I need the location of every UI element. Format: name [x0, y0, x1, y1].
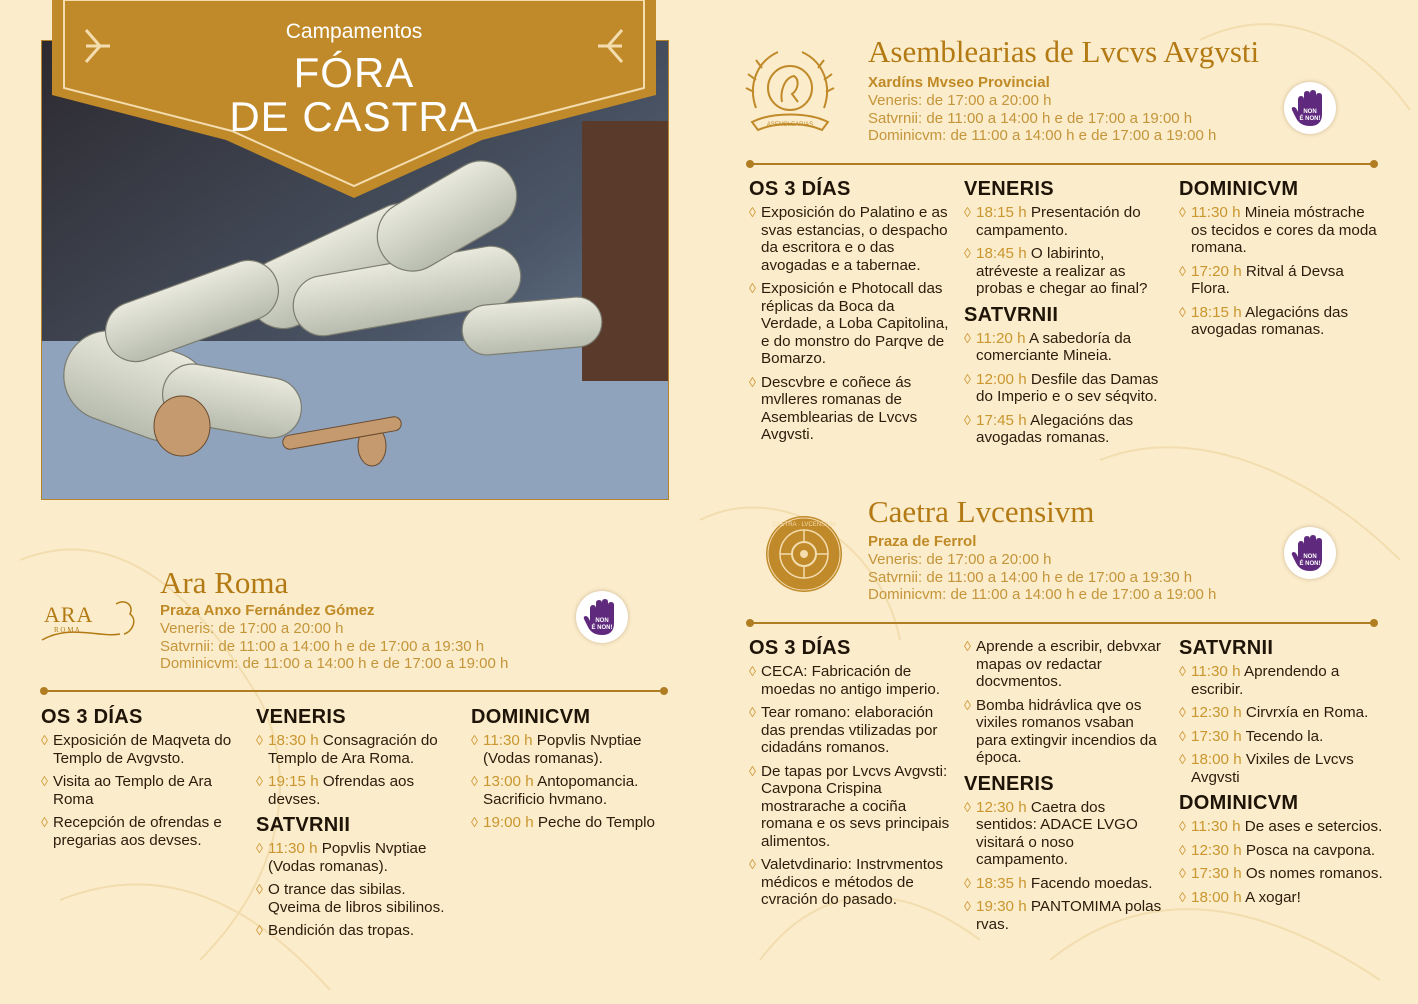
ara-col-os3dias	[41, 706, 241, 855]
item-text: Antopomancia. Sacrificio hvmano.	[483, 773, 639, 808]
item-text: Presentación do campamento.	[976, 204, 1141, 239]
item-text: Cirvrxía en Roma.	[1245, 704, 1369, 721]
badge-text: É NON!	[1299, 561, 1321, 567]
column-heading: DOMINICVM	[1179, 792, 1299, 814]
item-time: 13:00 h	[483, 773, 534, 790]
column-heading: OS 3 DÍAS	[41, 706, 143, 728]
list-item	[256, 773, 461, 808]
list-item	[256, 840, 461, 875]
list-item: ◊ Aprende a escribir, debvxar mapas ov redactar docvmentos.	[964, 638, 1164, 691]
asemblearias-schedule	[868, 92, 1216, 145]
item-text: Aprendendo a escribir.	[1191, 663, 1340, 698]
item-text: Ritval á Devsa Flora.	[1191, 262, 1344, 297]
item-text: Consagración do Templo de Ara Roma.	[268, 732, 438, 767]
list-item	[964, 412, 1164, 447]
item-text: O labirinto, atréveste a realizar as probas e chegar ao final?	[976, 245, 1148, 297]
item-time: 18:35 h	[976, 874, 1027, 892]
schedule-line: Dominicvm: de 11:00 a 14:00 h e de 17:00 a 19:00 h	[868, 586, 1217, 603]
item-text: Alegacións das avogadas romanas.	[976, 411, 1134, 446]
caetra-logo-text: CAETRA · LVCENSIVM	[772, 522, 836, 528]
list-item: ◊ De tapas por Lvcvs Avgvsti: Cavpona Crispina mostrarache a cociña romana e os sevs principais alimentos.	[749, 763, 954, 851]
item-text: Peche do Templo	[537, 814, 656, 831]
caetra-col-3	[1179, 637, 1384, 912]
item-time: 18:00 h	[1191, 751, 1242, 768]
list-item	[1179, 818, 1384, 836]
item-time: 19:15 h	[268, 773, 319, 790]
ara-title: Ara Roma	[160, 565, 289, 600]
item-time: 11:20 h	[976, 329, 1026, 347]
list-item: ◊ Visita ao Templo de Ara Roma	[41, 773, 241, 808]
item-text: Caetra dos sentidos: ADACE LVGO visitará o noso campamento.	[976, 798, 1138, 868]
list-item: ◊ CECA: Fabricación de moedas no antigo imperio.	[749, 663, 954, 698]
column-heading: OS 3 DÍAS	[749, 178, 851, 200]
item-time: 11:30 h	[268, 840, 318, 857]
list-item	[964, 875, 1164, 893]
list-item	[1179, 728, 1384, 746]
list-item	[471, 773, 671, 808]
list-item	[256, 881, 461, 916]
item-time: 11:30 h	[483, 732, 533, 749]
list-item	[964, 371, 1164, 406]
list-item	[1179, 263, 1384, 298]
item-text: Ofrendas aos devses.	[268, 773, 415, 808]
list-item	[1179, 842, 1384, 860]
schedule-line: Satvrnii: de 11:00 a 14:00 h e de 17:00 a 19:30 h	[160, 637, 485, 655]
ara-col-veneris	[256, 706, 461, 946]
schedule-line: Veneris: de 17:00 a 20:00 h	[160, 620, 344, 637]
asemblearias-title: Asemblearias de Lvcvs Avgvsti	[868, 34, 1260, 69]
item-text: Desfile das Damas do Imperio e o sev séqvito.	[976, 370, 1159, 405]
column-heading: VENERIS	[964, 178, 1054, 200]
column-heading: SATVRNII	[964, 303, 1059, 326]
schedule-line: Veneris: de 17:00 a 20:00 h	[868, 92, 1052, 109]
list-item	[1179, 663, 1384, 698]
schedule-line: Satvrnii: de 11:00 a 14:00 h e de 17:00 a 19:30 h	[868, 568, 1193, 586]
item-time: 11:30 h	[1191, 663, 1241, 680]
list-item	[964, 898, 1164, 933]
list-item	[1179, 751, 1384, 786]
item-text: Mineia móstrache os tecidos e cores da moda romana.	[1191, 204, 1377, 256]
asemblearias-col-veneris	[964, 178, 1164, 453]
column-heading: SATVRNII	[1179, 637, 1274, 659]
asemblearias-col-dominicvm	[1179, 178, 1384, 345]
list-item	[964, 799, 1164, 869]
item-time: 12:30 h	[976, 798, 1027, 816]
banner-subtitle: Campamentos	[285, 20, 423, 43]
item-time: 18:00 h	[1191, 888, 1242, 906]
asemblearias-venue: Xardíns Mvseo Provincial	[868, 74, 1050, 91]
item-time: 12:30 h	[1191, 841, 1242, 859]
item-time: 12:00 h	[976, 370, 1027, 388]
ara-logo-sub: R O M A	[54, 626, 80, 634]
banner-title	[52, 51, 656, 139]
asemblearias-logo	[742, 42, 838, 138]
caetra-schedule	[868, 551, 1216, 604]
item-time: 11:30 h	[1191, 818, 1241, 835]
item-text: A xogar!	[1245, 888, 1301, 906]
ara-schedule	[160, 620, 508, 673]
schedule-line: Dominicvm: de 11:00 a 14:00 h e de 17:00 a 19:00 h	[868, 127, 1217, 144]
schedule-line: Satvrnii: de 11:00 a 14:00 h e de 17:00 a 19:00 h	[868, 109, 1193, 127]
item-text: Facendo moedas.	[1030, 874, 1153, 892]
ara-divider	[44, 690, 664, 692]
list-item: ◊ Bomba hidrávlica qve os vixiles romanos vsaban para extingvir incendios da época.	[964, 697, 1164, 767]
item-time: 11:30 h	[1191, 204, 1241, 221]
asemblearias-divider	[750, 163, 1374, 165]
ara-logo-text: ARA	[44, 602, 94, 627]
list-item: ◊ Descvbre e coñece ás mvlleres romanas de Asemblearias de Lvcvs Avgvsti.	[749, 374, 949, 444]
item-text: Vixiles de Lvcvs Avgvsti	[1191, 751, 1354, 786]
banner-title-line1: FÓRA	[293, 49, 415, 96]
caetra-logo	[764, 514, 844, 594]
column-heading: OS 3 DÍAS	[749, 637, 851, 659]
list-item	[256, 922, 461, 940]
list-item	[471, 814, 671, 832]
item-text: PANTOMIMA polas rvas.	[976, 898, 1162, 933]
caetra-venue: Praza de Ferrol	[868, 533, 977, 550]
list-item	[256, 732, 461, 767]
badge-text: NON	[1303, 109, 1317, 115]
item-time: 19:30 h	[976, 898, 1027, 915]
column-heading: DOMINICVM	[471, 706, 591, 728]
badge-text: NON	[1303, 554, 1317, 560]
caetra-title: Caetra Lvcensivm	[868, 494, 1095, 529]
list-item	[964, 204, 1164, 239]
item-time: 19:00 h	[483, 814, 534, 831]
item-time: 17:20 h	[1191, 262, 1242, 280]
caetra-col-os3dias	[749, 637, 954, 915]
list-item: ◊ Recepción de ofrendas e pregarias aos devses.	[41, 814, 241, 849]
item-text: Bendición das tropas.	[268, 922, 415, 939]
list-item	[471, 732, 671, 767]
item-time: 18:15 h	[976, 204, 1027, 221]
list-item: ◊ Valetvdinario: Instrvmentos médicos e métodos de cvración do pasado.	[749, 856, 954, 909]
column-heading: VENERIS	[964, 772, 1054, 795]
item-text: Popvlis Nvptiae (Vodas romanas).	[268, 840, 427, 875]
column-heading: DOMINICVM	[1179, 178, 1299, 200]
column-heading: VENERIS	[256, 706, 346, 728]
item-text: Posca na cavpona.	[1245, 841, 1376, 859]
item-time: 12:30 h	[1191, 704, 1242, 721]
ara-roma-logo	[40, 594, 150, 650]
ara-col-dominicvm	[471, 706, 671, 838]
column-heading: SATVRNII	[256, 814, 351, 836]
item-time: 18:15 h	[1191, 303, 1242, 321]
list-item	[1179, 865, 1384, 883]
badge-text: É NON!	[1299, 116, 1321, 122]
item-text: Alegacións das avogadas romanas.	[1191, 303, 1349, 338]
non-e-non-badge	[1284, 82, 1336, 134]
list-item: ◊ Tear romano: elaboración das prendas vtilizadas por cidadáns romanos.	[749, 704, 954, 757]
item-text: O trance das sibilas. Qveima de libros sibilinos.	[268, 881, 445, 916]
list-item	[1179, 304, 1384, 339]
list-item: ◊ Exposición e Photocall das réplicas da Boca da Verdade, a Loba Capitolina, e do monstro do Parqve de Bomarzo.	[749, 280, 949, 368]
ara-venue: Praza Anxo Fernández Gómez	[160, 602, 375, 619]
banner-title-line2: DE CASTRA	[229, 93, 479, 140]
item-text: A sabedoría da comerciante Mineia.	[976, 329, 1132, 364]
item-time: 18:30 h	[268, 732, 319, 749]
item-time: 17:30 h	[1191, 727, 1242, 745]
item-text: Popvlis Nvptiae (Vodas romanas).	[483, 732, 642, 767]
badge-text: NON	[595, 618, 609, 624]
item-text: Tecendo la.	[1245, 727, 1324, 745]
list-item: ◊ Exposición do Palatino e as svas estancias, o despacho da escritora e o das avogadas e a tabernae.	[749, 204, 949, 274]
schedule-line: Dominicvm: de 11:00 a 14:00 h e de 17:00 a 19:00 h	[160, 655, 509, 672]
list-item	[1179, 889, 1384, 907]
caetra-divider	[750, 622, 1374, 624]
item-text: Os nomes romanos.	[1245, 865, 1383, 882]
schedule-line: Veneris: de 17:00 a 20:00 h	[868, 551, 1052, 568]
list-item: ◊ Exposición de Maqveta do Templo de Avgvsto.	[41, 732, 241, 767]
item-text: De ases e setercios.	[1244, 818, 1383, 835]
item-time: 17:45 h	[976, 411, 1027, 429]
non-e-non-badge	[1284, 527, 1336, 579]
list-item	[1179, 704, 1384, 722]
asemblearias-logo-text: ASEMBLEARIAS	[766, 122, 814, 128]
item-time: 17:30 h	[1191, 865, 1242, 882]
asemblearias-col-os3dias	[749, 178, 949, 450]
list-item	[964, 330, 1164, 365]
badge-text: É NON!	[591, 625, 613, 631]
item-time: 18:45 h	[976, 245, 1027, 262]
list-item	[1179, 204, 1384, 257]
list-item	[964, 245, 1164, 298]
caetra-col-2	[964, 638, 1164, 939]
non-e-non-badge	[576, 591, 628, 643]
